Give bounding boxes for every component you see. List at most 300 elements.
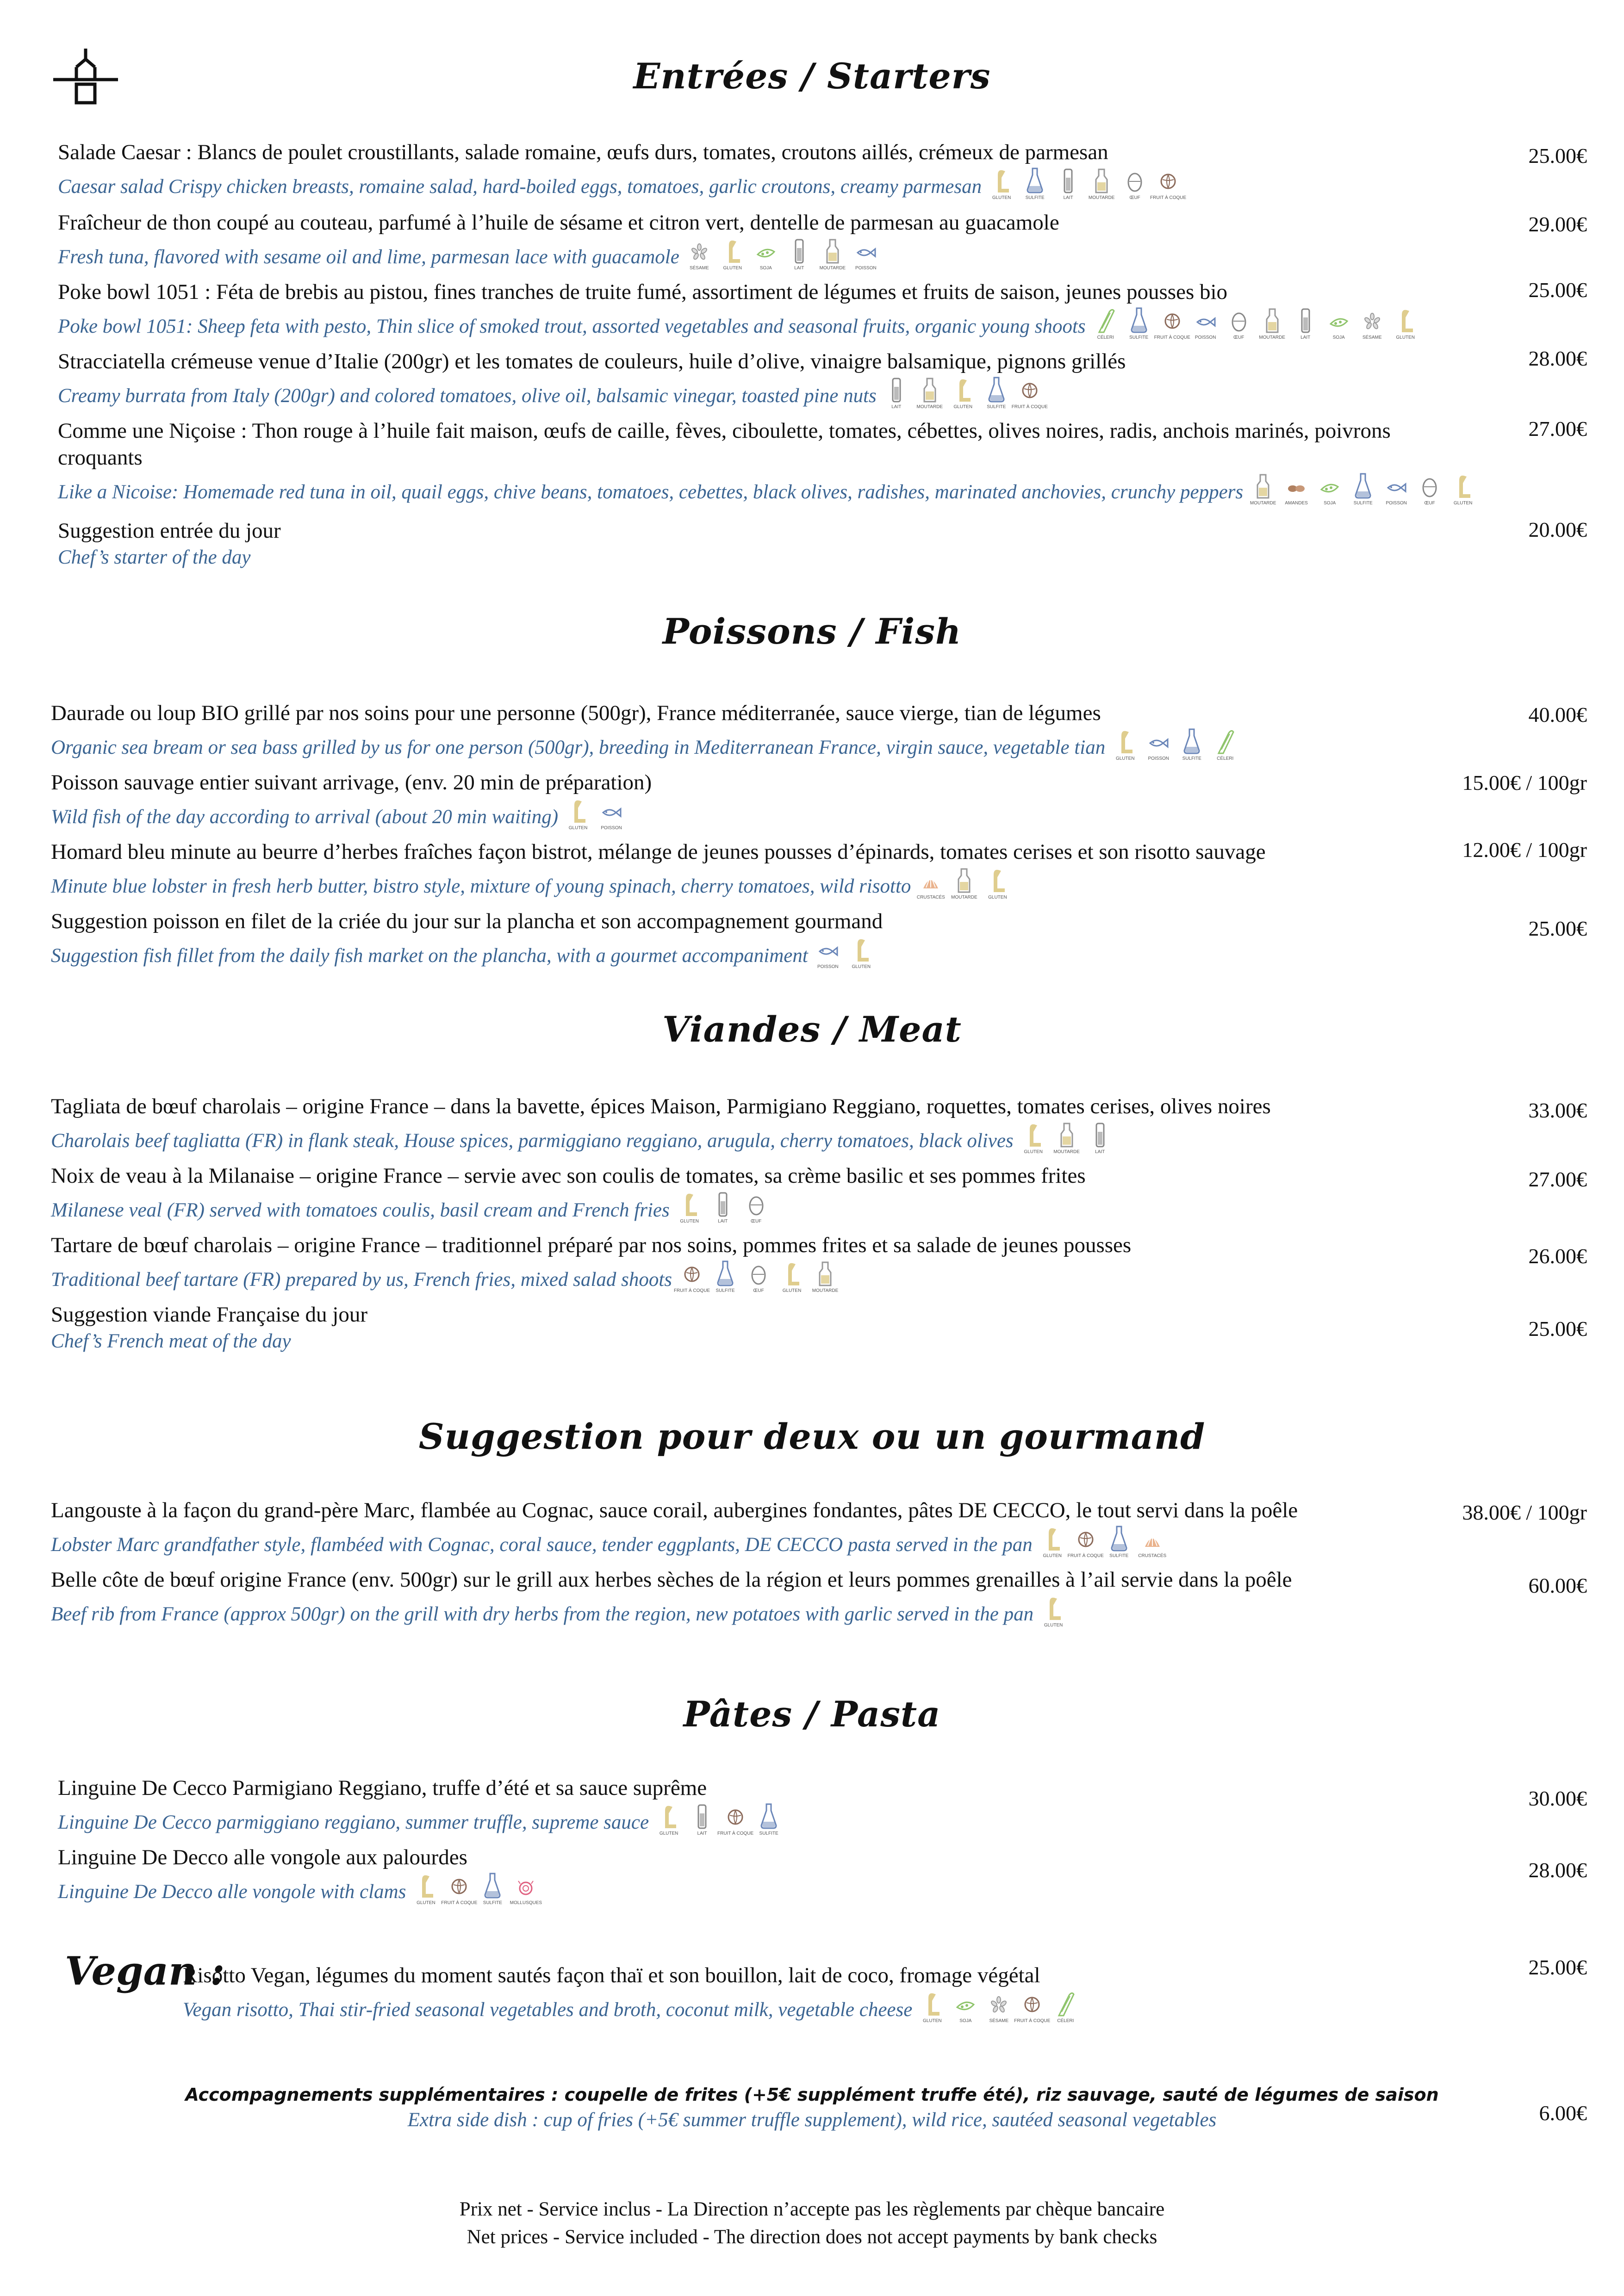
sesame-icon (1360, 305, 1385, 340)
pasta-item (58, 1775, 781, 1836)
allergen-label: MOUTARDE (916, 404, 943, 410)
gluten-icon-glyph (922, 1989, 942, 2017)
vegan-name-en: Vegan risotto, Thai stir-fried seasonal vegetables and broth, coconut milk, vegetable cheese (183, 1999, 913, 2021)
fruit-a-coque-icon (1150, 166, 1187, 200)
gluten-icon (849, 935, 874, 969)
allergen-label: AMANDES (1285, 501, 1308, 506)
poisson-icon-glyph (856, 236, 876, 265)
allergen-label: GLUTEN (953, 404, 973, 410)
allergen-label: SULFITE (1353, 501, 1373, 506)
dish-price: 20.00€ (1528, 518, 1587, 541)
allergen-label: POISSON (1386, 501, 1407, 506)
allergen-label: LAIT (1300, 335, 1311, 340)
gluten-icon (1021, 1120, 1046, 1154)
extra-sides-en: Extra side dish : cup of fries (+5€ summer truffle supplement), wild rice, sautéed seasonal vegetables (407, 2109, 1217, 2131)
celeri-icon (1093, 305, 1118, 340)
dish-en-row (51, 935, 883, 969)
sulfite-icon-glyph (1182, 726, 1202, 755)
section-title-fish: Poissons / Fish (662, 611, 962, 652)
gluten-icon (413, 1871, 438, 1905)
dish-name-en: Fresh tuna, flavored with sesame oil and lime, parmesan lace with guacamole (58, 246, 679, 268)
allergen-label: FRUIT À COQUE (673, 1288, 710, 1293)
lait-icon (1293, 305, 1318, 340)
section-title-duo: Suggestion pour deux ou un gourmand (418, 1416, 1206, 1457)
dish-price: 40.00€ (1528, 703, 1587, 726)
dish-en-row (51, 1189, 1086, 1224)
soja-icon (1317, 471, 1342, 506)
sesame-icon-glyph (1362, 305, 1382, 334)
lait-icon (787, 236, 812, 271)
extra-sides-fr: Accompagnements supplémentaires : coupelle de frites (+5€ supplément truffe été), riz sauvage, sauté de légumes de saison (185, 2085, 1439, 2105)
poisson-icon-glyph (1148, 726, 1169, 755)
pasta-item (58, 1844, 542, 1905)
soja-icon-glyph (955, 1989, 976, 2017)
moutarde-icon (1089, 166, 1114, 200)
allergen-label: POISSON (1195, 335, 1216, 340)
lait-icon-glyph (1090, 1120, 1110, 1148)
allergen-label: MOUTARDE (819, 266, 846, 271)
crustaces-icon (918, 865, 943, 900)
dish-name-en: Minute blue lobster in fresh herb butter, bistro style, mixture of young spinach, cherry tomatoes, wild risotto (51, 875, 911, 897)
oeuf-icon-glyph (746, 1189, 766, 1218)
allergen-label: GLUTEN (680, 1219, 699, 1224)
poisson-icon (1146, 726, 1171, 761)
allergen-label: MOUTARDE (1259, 335, 1285, 340)
allergen-label: SULFITE (1129, 335, 1149, 340)
dish-name-en: Chef’s French meat of the day (51, 1330, 291, 1352)
starters-item (58, 209, 1059, 271)
allergen-label: CÉLERI (1057, 2018, 1074, 2023)
fruit-a-coque-icon-glyph (1022, 1989, 1042, 2017)
sulfite-icon-glyph (1353, 471, 1373, 500)
dish-name-en: Lobster Marc grandfather style, flambéed with Cognac, coral sauce, tender eggplants, DE CECCO pasta served in the pan (51, 1534, 1033, 1556)
soja-icon-glyph (1329, 305, 1349, 334)
dish-name-en: Charolais beef tagliatta (FR) in flank steak, House spices, parmiggiano reggiano, arugula, cherry tomatoes, black olives (51, 1130, 1014, 1152)
dish-price: 33.00€ (1528, 1098, 1587, 1122)
moutarde-icon-glyph (1253, 471, 1273, 500)
oeuf-icon (1417, 471, 1442, 506)
vegan-price: 25.00€ (1528, 1955, 1587, 1979)
fruit-a-coque-icon-glyph (1162, 305, 1182, 334)
dish-price: 25.00€ (1528, 144, 1587, 168)
allergen-label: CÉLERI (1097, 335, 1114, 340)
sulfite-icon-glyph (482, 1871, 503, 1899)
fruit-a-coque-icon (1014, 1989, 1051, 2023)
dish-en-row (51, 1593, 1292, 1628)
allergen-label: SÉSAME (1362, 335, 1382, 340)
allergen-label: LAIT (697, 1831, 707, 1836)
gluten-icon-glyph (1453, 471, 1473, 500)
lait-icon (710, 1189, 735, 1224)
amandes-icon-glyph (1286, 471, 1307, 500)
allergen-label: CRUSTACÉS (1138, 1553, 1167, 1558)
allergen-label: MOUTARDE (1250, 501, 1276, 506)
gluten-icon (985, 865, 1010, 900)
dish-name-en: Linguine De Cecco parmiggiano reggiano, summer truffle, supreme sauce (58, 1812, 649, 1833)
dish-price: 27.00€ (1528, 417, 1587, 441)
gluten-icon (779, 1259, 804, 1293)
dish-en-row (58, 471, 1475, 506)
dish-price: 26.00€ (1528, 1244, 1587, 1268)
allergen-label: GLUTEN (723, 266, 742, 271)
allergen-label: GLUTEN (1024, 1149, 1043, 1154)
allergen-label: SOJA (759, 266, 772, 271)
allergen-icons (1113, 726, 1238, 761)
oeuf-icon-glyph (1419, 471, 1440, 500)
dish-name-en: Traditional beef tartare (FR) prepared by us, French fries, mixed salad shoots (51, 1269, 672, 1291)
lait-icon-glyph (692, 1801, 712, 1830)
allergen-label: SOJA (1324, 501, 1336, 506)
gluten-icon-glyph (416, 1871, 436, 1899)
moutarde-icon (917, 375, 942, 410)
lait-icon (1088, 1120, 1113, 1154)
allergen-label: LAIT (1063, 195, 1073, 200)
allergen-label: SOJA (959, 2018, 972, 2023)
sulfite-icon (480, 1871, 505, 1905)
gluten-icon-glyph (1023, 1120, 1044, 1148)
moutarde-icon-glyph (822, 236, 843, 265)
sulfite-icon-glyph (986, 375, 1007, 403)
fish-item (51, 838, 1266, 900)
starters-item (58, 417, 1475, 506)
gluten-icon-glyph (987, 865, 1008, 894)
dish-name-fr: Stracciatella crémeuse venue d’Italie (200gr) et les tomates de couleurs, huile d’olive, vinaigre balsamique, pignons grillés (58, 349, 1126, 373)
gluten-icon (677, 1189, 702, 1224)
sulfite-icon (984, 375, 1009, 410)
poisson-icon-glyph (601, 796, 622, 825)
soja-icon (953, 1989, 978, 2023)
poisson-icon-glyph (1195, 305, 1216, 334)
dish-name-en: Linguine De Decco alle vongole with clams (58, 1881, 406, 1903)
moutarde-icon-glyph (1262, 305, 1282, 334)
poisson-icon (815, 935, 840, 969)
fruit-a-coque-icon-glyph (449, 1871, 469, 1899)
allergen-label: GLUTEN (1043, 1553, 1062, 1558)
allergen-icons (884, 375, 1048, 410)
gluten-icon-glyph (722, 236, 743, 265)
dish-en-row (58, 1871, 542, 1905)
allergen-label: SULFITE (759, 1831, 778, 1836)
allergen-label: POISSON (855, 266, 877, 271)
vegan-label: Vegan : (65, 1948, 225, 1994)
moutarde-icon-glyph (954, 865, 974, 894)
moutarde-icon (952, 865, 977, 900)
allergen-label: MOUTARDE (812, 1288, 839, 1293)
fruit-a-coque-icon-glyph (1076, 1524, 1096, 1552)
fruit-a-coque-icon-glyph (682, 1259, 702, 1287)
sulfite-icon-glyph (759, 1801, 779, 1830)
allergen-icons (1021, 1120, 1113, 1154)
moutarde-icon (1251, 471, 1276, 506)
allergen-label: GLUTEN (1044, 1623, 1063, 1628)
oeuf-icon-glyph (1125, 166, 1145, 194)
allergen-label: SULFITE (1025, 195, 1045, 200)
dish-price: 27.00€ (1528, 1167, 1587, 1191)
allergen-icons (918, 865, 1010, 900)
lait-icon-glyph (789, 236, 809, 265)
allergen-icons (673, 1259, 839, 1293)
sulfite-icon (1350, 471, 1375, 506)
allergen-label: ŒUF (1424, 501, 1435, 506)
sulfite-icon (756, 1801, 781, 1836)
fish-item (51, 700, 1238, 761)
allergen-icons (677, 1189, 769, 1224)
gluten-icon (951, 375, 976, 410)
duo-item (51, 1497, 1298, 1558)
dish-price: 30.00€ (1528, 1787, 1587, 1810)
moutarde-icon (1260, 305, 1285, 340)
dish-en-row (58, 236, 1059, 271)
allergen-label: ŒUF (751, 1219, 762, 1224)
dish-name-fr: Linguine De Decco alle vongole aux palourdes (58, 1845, 467, 1869)
poisson-icon (599, 796, 624, 831)
allergen-icons (656, 1801, 781, 1836)
sulfite-icon (1022, 166, 1047, 200)
allergen-label: GLUTEN (659, 1831, 678, 1836)
gluten-icon-glyph (851, 935, 871, 963)
dish-name-en: Chef’s starter of the day (58, 546, 251, 568)
allergen-label: CÉLERI (1217, 756, 1234, 761)
dish-name-fr: Suggestion viande Française du jour (51, 1303, 367, 1327)
lait-icon (1056, 166, 1081, 200)
allergen-label: GLUTEN (992, 195, 1011, 200)
poisson-icon (1384, 471, 1409, 506)
gluten-icon (1040, 1524, 1065, 1558)
allergen-label: SOJA (1332, 335, 1345, 340)
dish-price: 25.00€ (1528, 917, 1587, 940)
allergen-label: GLUTEN (988, 895, 1007, 900)
allergen-label: GLUTEN (568, 825, 588, 831)
dish-en-row (51, 726, 1238, 761)
mollusques-icon-glyph (516, 1871, 536, 1899)
dish-en-row (51, 796, 652, 831)
dish-name-fr: Poisson sauvage entier suivant arrivage, (env. 20 min de préparation) (51, 770, 652, 794)
dish-name-fr: Comme une Niçoise : Thon rouge à l’huile fait maison, œufs de caille, fèves, ciboulette, tomates, cébettes, olives noires, radis, anchois marinés, poivrons croquants (58, 419, 1391, 470)
section-title-pasta: Pâtes / Pasta (683, 1694, 941, 1735)
fruit-a-coque-icon (1067, 1524, 1104, 1558)
meat-item (51, 1232, 1131, 1293)
allergen-icons (1041, 1593, 1066, 1628)
section-title-meat: Viandes / Meat (662, 1009, 962, 1050)
dish-name-fr: Linguine De Cecco Parmigiano Reggiano, truffe d’été et sa sauce suprême (58, 1776, 707, 1800)
fruit-a-coque-icon (441, 1871, 478, 1905)
allergen-label: GLUTEN (1115, 756, 1135, 761)
allergen-label: ŒUF (753, 1288, 764, 1293)
lait-icon (884, 375, 909, 410)
meat-item (51, 1093, 1271, 1154)
fish-item (51, 769, 652, 831)
crustaces-icon-glyph (921, 865, 941, 894)
allergen-label: GLUTEN (1453, 501, 1473, 506)
footer (0, 2196, 1624, 2251)
lait-icon-glyph (1058, 166, 1078, 194)
dish-name-fr: Tagliata de bœuf charolais – origine France – dans la bavette, épices Maison, Parmigiano Reggiano, roquettes, tomates cerises, olives noires (51, 1094, 1271, 1118)
dish-price: 38.00€ / 100gr (1462, 1501, 1587, 1524)
soja-icon-glyph (1319, 471, 1340, 500)
dish-name-fr: Noix de veau à la Milanaise – origine France – servie avec son coulis de tomates, sa crème basilic et ses pommes frites (51, 1164, 1086, 1188)
allergen-label: ŒUF (1129, 195, 1140, 200)
oeuf-icon (1226, 305, 1251, 340)
starters-item (58, 279, 1418, 340)
footer-en: Net prices - Service included - The direction does not accept payments by bank checks (467, 2226, 1157, 2248)
dish-en-row (51, 1524, 1298, 1558)
allergen-icons (1093, 305, 1418, 340)
allergen-label: SÉSAME (689, 266, 709, 271)
allergen-label: SULFITE (716, 1288, 735, 1293)
celeri-icon-glyph (1055, 1989, 1076, 2017)
dish-price: 15.00€ / 100gr (1462, 771, 1587, 794)
mollusques-icon (510, 1871, 542, 1905)
poisson-icon (1193, 305, 1218, 340)
dish-en-row (58, 544, 281, 571)
gluten-icon-glyph (1115, 726, 1135, 755)
allergen-label: SULFITE (987, 404, 1006, 410)
allergen-label: FRUIT À COQUE (717, 1831, 754, 1836)
dish-en-row (58, 166, 1187, 200)
oeuf-icon-glyph (1229, 305, 1249, 334)
moutarde-icon (1054, 1120, 1079, 1154)
gluten-icon (1041, 1593, 1066, 1628)
allergen-label: LAIT (718, 1219, 728, 1224)
allergen-icons (413, 1871, 542, 1905)
gluten-icon-glyph (1043, 1593, 1064, 1622)
gluten-icon (920, 1989, 945, 2023)
fruit-a-coque-icon-glyph (1020, 375, 1040, 403)
amandes-icon (1284, 471, 1309, 506)
meat-item (51, 1162, 1086, 1224)
fruit-a-coque-icon-glyph (1158, 166, 1178, 194)
sesame-icon (687, 236, 712, 271)
fruit-a-coque-icon (717, 1801, 754, 1836)
allergen-label: POISSON (1148, 756, 1170, 761)
extra-sides-price: 6.00€ (1539, 2101, 1587, 2125)
fruit-a-coque-icon (1154, 305, 1190, 340)
allergen-label: CRUSTACÉS (916, 895, 945, 900)
dish-name-fr: Daurade ou loup BIO grillé par nos soins pour une personne (500gr), France méditerranée, sauce vierge, tian de légumes (51, 701, 1101, 725)
lait-icon (690, 1801, 715, 1836)
dish-name-en: Organic sea bream or sea bass grilled by us for one person (500gr), breeding in Mediterranean France, virgin sauce, vegetable tian (51, 737, 1106, 758)
dish-name-en: Creamy burrata from Italy (200gr) and colored tomatoes, olive oil, balsamic vinegar, toasted pine nuts (58, 385, 877, 407)
allergen-label: SULFITE (1182, 756, 1201, 761)
gluten-icon-glyph (1395, 305, 1416, 334)
dish-name-en: Milanese veal (FR) served with tomatoes coulis, basil cream and French fries (51, 1199, 670, 1221)
dish-en-row (58, 305, 1418, 340)
dish-price: 28.00€ (1528, 347, 1587, 370)
extra-sides (0, 2085, 1624, 2131)
dish-en-row (58, 1801, 781, 1836)
lait-icon-glyph (713, 1189, 733, 1218)
gluten-icon (1113, 726, 1138, 761)
gluten-icon-glyph (659, 1801, 679, 1830)
dish-price: 25.00€ (1528, 1317, 1587, 1340)
meat-item (51, 1301, 367, 1355)
duo-item (51, 1566, 1292, 1628)
sesame-icon (986, 1989, 1011, 2023)
soja-icon-glyph (756, 236, 776, 265)
sulfite-icon-glyph (1025, 166, 1045, 194)
dish-price: 29.00€ (1528, 212, 1587, 236)
starters-item (58, 139, 1187, 200)
gluten-icon (656, 1801, 681, 1836)
starters-item (58, 348, 1126, 410)
dish-name-en: Wild fish of the day according to arrival (about 20 min waiting) (51, 806, 559, 828)
dish-name-en: Poke bowl 1051: Sheep feta with pesto, Thin slice of smoked trout, assorted vegetables and seasonal fruits, organic young shoots (58, 316, 1086, 337)
allergen-label: GLUTEN (782, 1288, 802, 1293)
fish-item (51, 908, 883, 969)
celeri-icon (1213, 726, 1238, 761)
dish-name-en: Beef rib from France (approx 500gr) on the grill with dry herbs from the region, new potatoes with garlic served in the pan (51, 1603, 1034, 1625)
gluten-icon-glyph (991, 166, 1012, 194)
footer-fr: Prix net - Service inclus - La Direction n’accepte pas les règlements par chèque bancaire (459, 2198, 1165, 2220)
dish-price: 28.00€ (1528, 1858, 1587, 1882)
poisson-icon (853, 236, 878, 271)
sulfite-icon-glyph (1109, 1524, 1129, 1552)
crustaces-icon-glyph (1142, 1524, 1163, 1552)
sulfite-icon-glyph (715, 1259, 735, 1287)
dish-name-fr: Salade Caesar : Blancs de poulet croustillants, salade romaine, œufs durs, tomates, croutons aillés, crémeux de parmesan (58, 140, 1108, 164)
allergen-label: LAIT (794, 266, 804, 271)
dish-name-fr: Suggestion poisson en filet de la criée du jour sur la plancha et son accompagnement gourmand (51, 909, 883, 933)
dish-en-row (51, 1120, 1271, 1154)
dish-name-fr: Langouste à la façon du grand-père Marc, flambée au Cognac, sauce corail, aubergines fondantes, pâtes DE CECCO, le tout servi dans la poêle (51, 1498, 1298, 1522)
allergen-label: FRUIT À COQUE (1014, 2018, 1051, 2023)
gluten-icon-glyph (679, 1189, 700, 1218)
allergen-label: FRUIT À COQUE (1154, 335, 1190, 340)
allergen-icons (989, 166, 1187, 200)
gluten-icon (566, 796, 591, 831)
oeuf-icon (746, 1259, 771, 1293)
oeuf-icon (744, 1189, 769, 1224)
crustaces-icon (1140, 1524, 1165, 1558)
poisson-icon-glyph (818, 935, 838, 963)
allergen-label: FRUIT À COQUE (1011, 404, 1048, 410)
dish-name-fr: Suggestion entrée du jour (58, 519, 281, 543)
allergen-label: GLUTEN (852, 964, 871, 969)
allergen-label: MOUTARDE (1088, 195, 1115, 200)
allergen-label: GLUTEN (923, 2018, 942, 2023)
gluten-icon-glyph (1042, 1524, 1063, 1552)
gluten-icon-glyph (568, 796, 588, 825)
allergen-icons (687, 236, 878, 271)
oeuf-icon-glyph (748, 1259, 769, 1287)
moutarde-icon-glyph (815, 1259, 835, 1287)
oeuf-icon (1122, 166, 1147, 200)
allergen-label: FRUIT À COQUE (1150, 195, 1187, 200)
gluten-icon (1393, 305, 1418, 340)
allergen-label: MOUTARDE (1053, 1149, 1080, 1154)
allergen-label: FRUIT À COQUE (1067, 1553, 1104, 1558)
dish-price: 12.00€ / 100gr (1462, 838, 1587, 862)
fruit-a-coque-icon (1011, 375, 1048, 410)
starters-item (58, 517, 281, 571)
vegan-item (183, 1962, 1078, 2023)
dish-en-row (51, 865, 1266, 900)
gluten-icon-glyph (782, 1259, 802, 1287)
sesame-icon-glyph (989, 1989, 1009, 2017)
dish-name-fr: Belle côte de bœuf origine France (env. 500gr) sur le grill aux herbes sèches de la région et leurs pommes grenailles à l’ail servie dans la poêle (51, 1568, 1292, 1592)
sesame-icon-glyph (689, 236, 709, 265)
sulfite-icon-glyph (1129, 305, 1149, 334)
dish-en-row (58, 375, 1126, 410)
allergen-label: GLUTEN (417, 1900, 436, 1905)
dish-name-en: Caesar salad Crispy chicken breasts, romaine salad, hard-boiled eggs, tomatoes, garlic croutons, creamy parmesan (58, 176, 982, 198)
sulfite-icon (1107, 1524, 1132, 1558)
allergen-label: FRUIT À COQUE (441, 1900, 478, 1905)
dish-name-en: Suggestion fish fillet from the daily fish market on the plancha, with a gourmet accompaniment (51, 945, 808, 967)
gluten-icon (1450, 471, 1475, 506)
allergen-icons (1040, 1524, 1165, 1558)
moutarde-icon-glyph (1091, 166, 1112, 194)
